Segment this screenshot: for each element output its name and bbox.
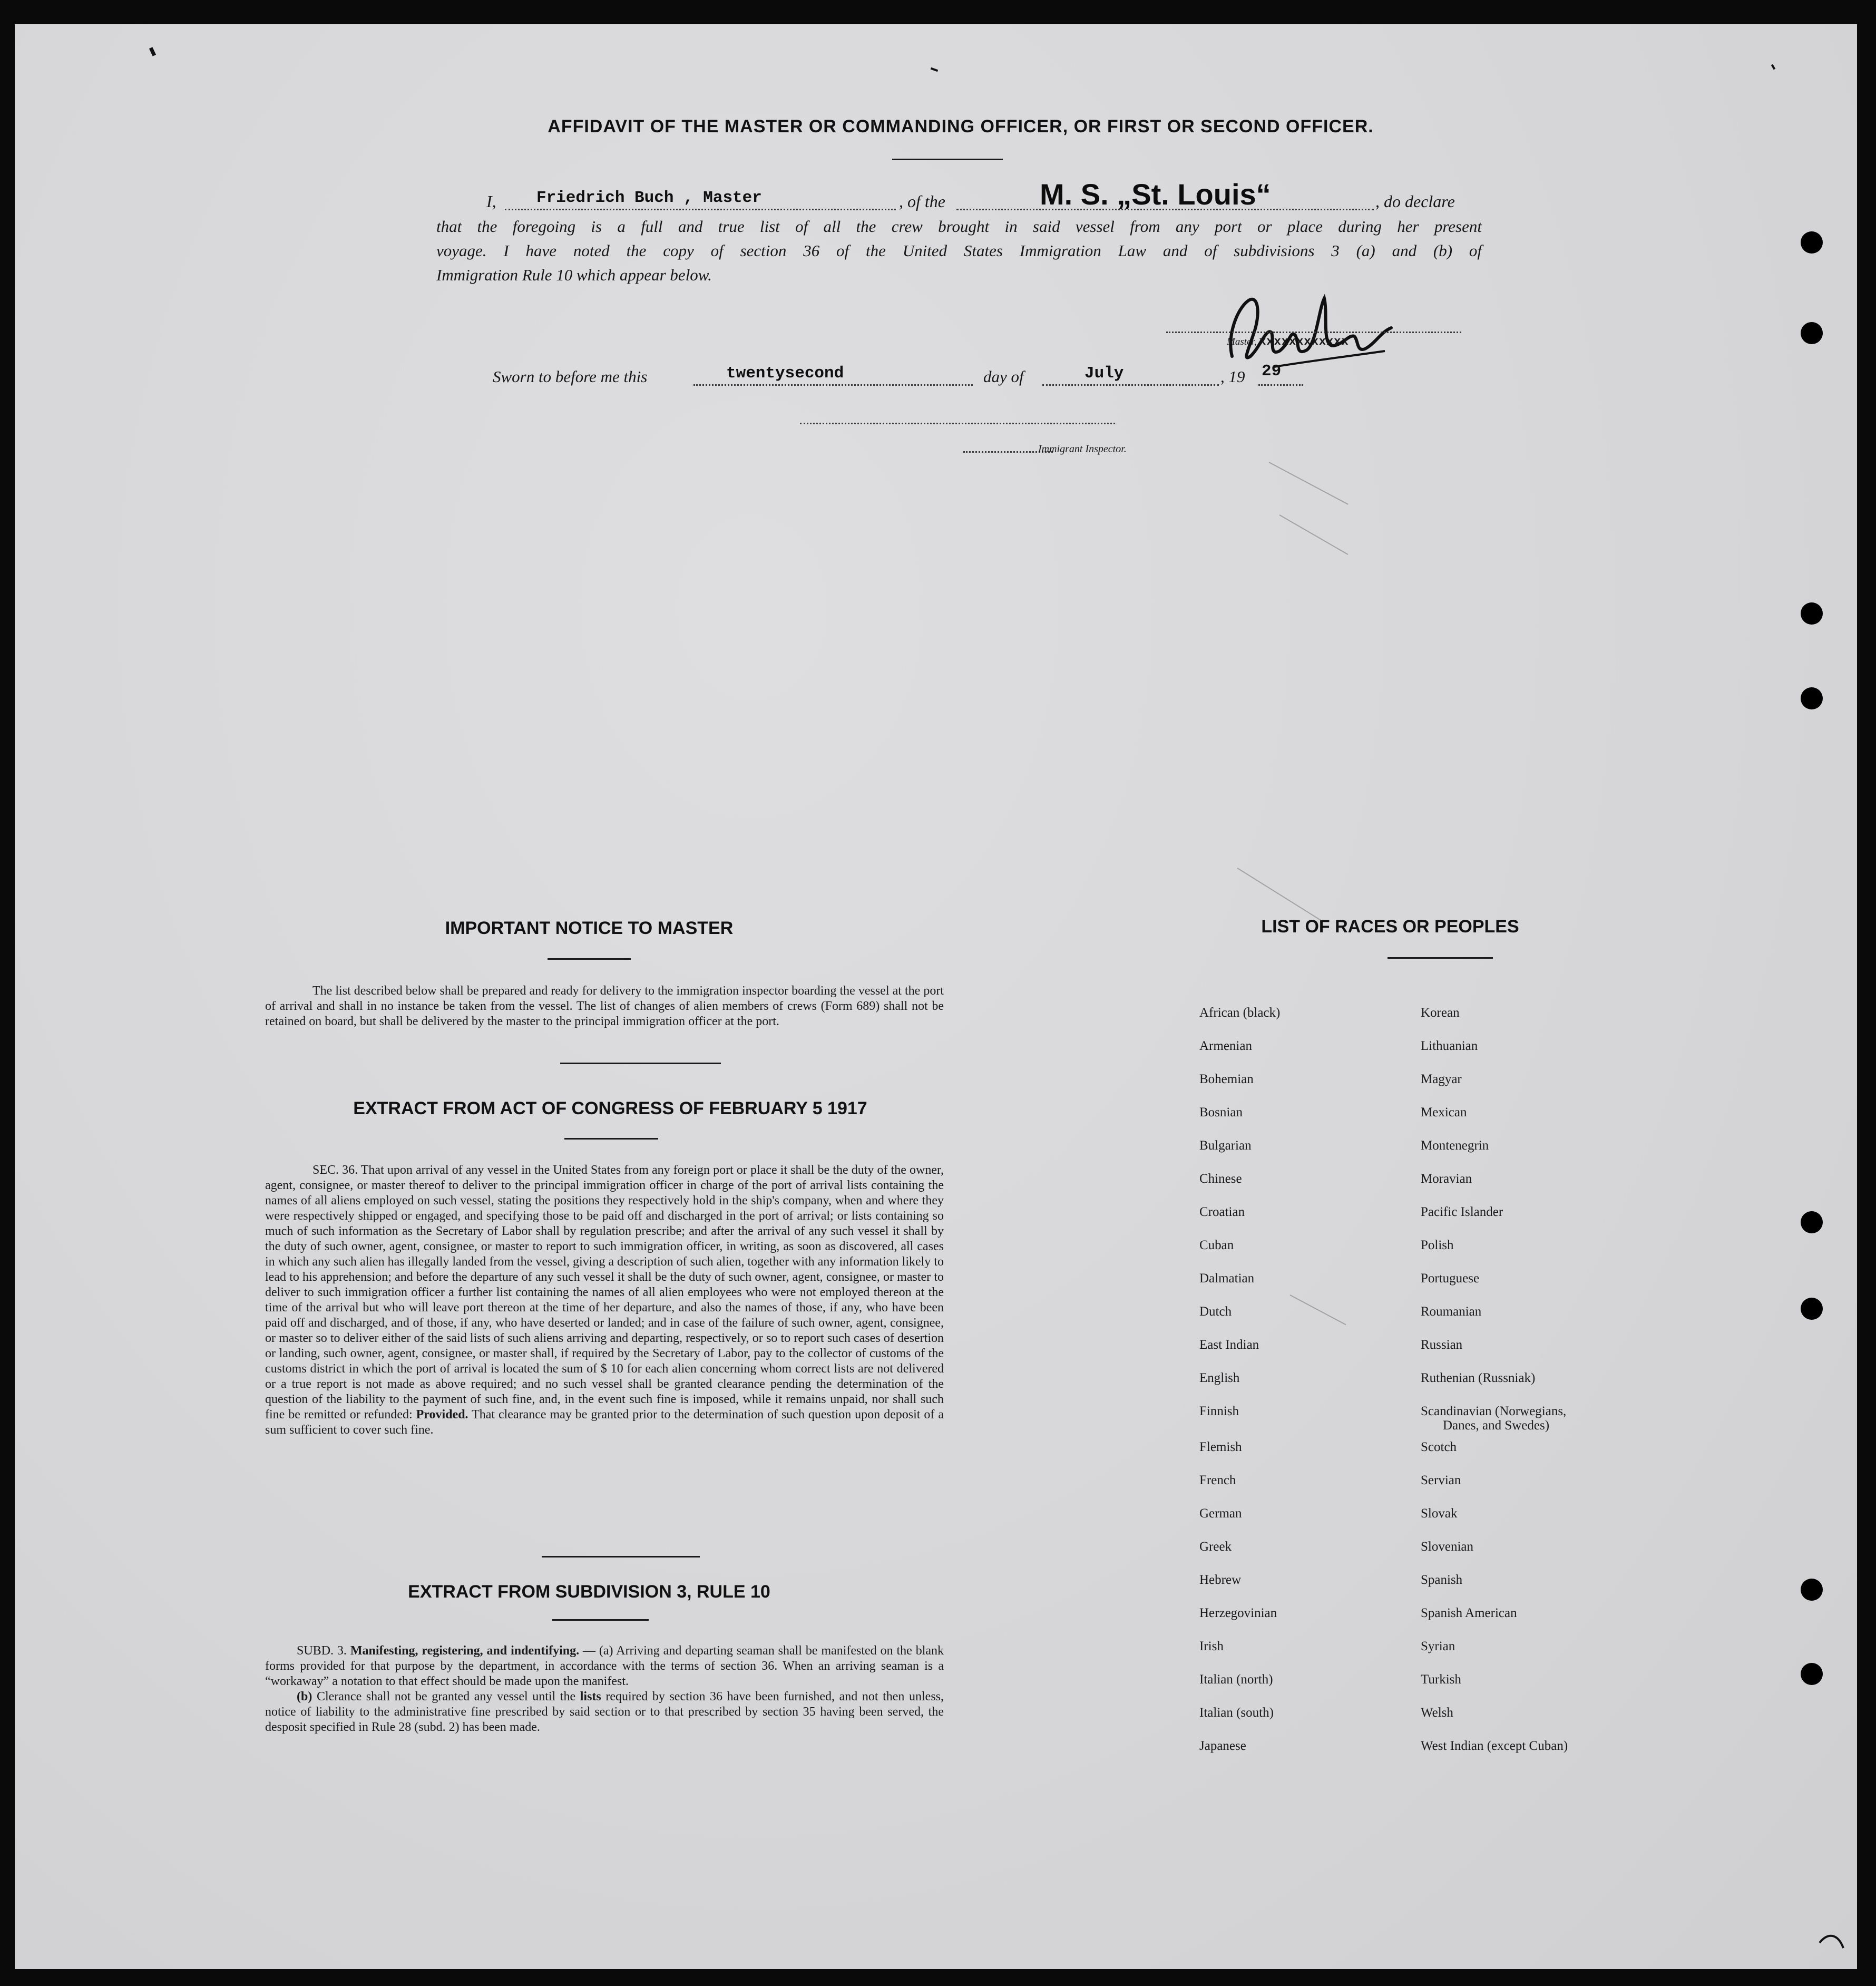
sworn-month-value: July: [1084, 364, 1124, 383]
race-item: Moravian: [1421, 1172, 1472, 1186]
master-caption-text: Master,: [1227, 336, 1257, 347]
notice-title: IMPORTANT NOTICE TO MASTER: [445, 918, 734, 938]
subd-b-lead: (b): [297, 1690, 312, 1703]
race-item: African (black): [1199, 1006, 1281, 1020]
race-item: Croatian: [1199, 1205, 1245, 1219]
race-item: Spanish: [1421, 1573, 1463, 1587]
year-field: [1258, 384, 1303, 386]
subd-b-text-2: required by section 36 have been furnished, and not then unless, notice of liability to the administrative fine prescribed by said section or to that prescribed by section 35 having been served, the desposit specified in Rule 28 (subd. 2) has been made.: [265, 1690, 944, 1734]
race-item: Greek: [1199, 1540, 1232, 1554]
scan-streak: [1237, 868, 1322, 921]
race-item: Portuguese: [1421, 1271, 1480, 1286]
race-item: German: [1199, 1506, 1242, 1521]
punch-hole: [1801, 1579, 1823, 1601]
race-item: Slovenian: [1421, 1540, 1473, 1554]
race-item: Mexican: [1421, 1105, 1467, 1119]
race-item: Magyar: [1421, 1072, 1462, 1086]
race-item: Danes, and Swedes): [1443, 1418, 1550, 1433]
extract-rule-p1: [265, 1643, 944, 1689]
speck-mark: [931, 67, 939, 72]
inspector-line-1: [800, 423, 1115, 424]
punch-hole: [1801, 1211, 1823, 1233]
affidavit-title: AFFIDAVIT OF THE MASTER OR COMMANDING OFFICER, OR FIRST OR SECOND OFFICER.: [548, 116, 1374, 137]
race-item: Herzegovinian: [1199, 1606, 1277, 1620]
punch-hole: [1801, 1663, 1823, 1685]
race-item: East Indian: [1199, 1338, 1259, 1352]
extract-rule-p2: [265, 1689, 944, 1735]
extract-rule-title: EXTRACT FROM SUBDIVISION 3, RULE 10: [408, 1582, 770, 1602]
vessel-name-stamp: M. S. „St. Louis“: [1040, 178, 1271, 211]
race-item: Bulgarian: [1199, 1138, 1252, 1153]
race-item: Cuban: [1199, 1238, 1234, 1252]
race-item: Ruthenian (Russniak): [1421, 1371, 1536, 1385]
notice-divider: [560, 1063, 721, 1064]
race-item: Pacific Islander: [1421, 1205, 1503, 1219]
race-item: Italian (north): [1199, 1672, 1273, 1687]
race-item: Hebrew: [1199, 1573, 1242, 1587]
day-of-label: day of: [983, 367, 1024, 386]
notice-text: [265, 984, 944, 1029]
race-item: Slovak: [1421, 1506, 1458, 1521]
do-declare-label: , do declare: [1375, 192, 1455, 211]
race-item: Italian (south): [1199, 1706, 1274, 1720]
extract-act-end: That clearance may be granted prior to the determination of such question upon deposit of a sum sufficient to cover such fine.: [265, 1408, 944, 1437]
year-prefix: , 19: [1220, 367, 1245, 386]
race-item: French: [1199, 1473, 1236, 1487]
master-name-field: [505, 209, 896, 210]
race-item: Finnish: [1199, 1404, 1239, 1418]
extract-act-paragraph: [265, 1163, 944, 1438]
race-item: Japanese: [1199, 1739, 1246, 1753]
subd-b-lists: lists: [580, 1690, 601, 1703]
subd-heading: Manifesting, registering, and indentifying.: [350, 1644, 580, 1658]
race-item: Korean: [1421, 1006, 1460, 1020]
race-item: Scotch: [1421, 1440, 1457, 1454]
punch-hole: [1801, 231, 1823, 254]
race-item: Spanish American: [1421, 1606, 1517, 1620]
master-signature: [1211, 277, 1411, 377]
year-suffix: 29: [1262, 362, 1282, 381]
subd-a-text: — (a) Arriving and departing seaman shall be manifested on the blank forms provided for that purpose by the department, in accordance with the terms of section 36. When an arriving seaman is a “workaway” a notation to that effect should be made upon the manifest.: [265, 1644, 944, 1688]
race-item: Syrian: [1421, 1639, 1455, 1653]
race-item: Flemish: [1199, 1440, 1242, 1454]
affidavit-i-label: I,: [486, 192, 496, 211]
sworn-day-value: twentysecond: [726, 364, 844, 383]
subd-lead: SUBD. 3.: [297, 1644, 347, 1658]
master-name-value: Friedrich Buch , Master: [536, 189, 762, 207]
extract-act-title: EXTRACT FROM ACT OF CONGRESS OF FEBRUARY 5 1917: [353, 1098, 867, 1118]
subd-b-text-1: Clerance shall not be granted any vessel until the: [316, 1690, 576, 1703]
extract-rule-underline: [552, 1619, 649, 1621]
race-item: Russian: [1421, 1338, 1463, 1352]
punch-hole: [1801, 687, 1823, 709]
race-item: Roumanian: [1421, 1304, 1482, 1319]
race-item: Bosnian: [1199, 1105, 1243, 1119]
extract-act-text: [265, 1163, 944, 1438]
race-item: Dutch: [1199, 1304, 1232, 1319]
master-signature-line: [1166, 332, 1461, 333]
race-item: Chinese: [1199, 1172, 1242, 1186]
race-item: Servian: [1421, 1473, 1461, 1487]
speck-mark: [1771, 64, 1775, 70]
sworn-month-field: [1042, 384, 1219, 386]
punch-hole: [1801, 322, 1823, 344]
master-caption: [1227, 335, 1349, 348]
race-item: West Indian (except Cuban): [1421, 1739, 1568, 1753]
scan-streak: [1269, 462, 1349, 505]
extract-act-underline: [564, 1138, 658, 1140]
master-caption-struck: xxxxxxxxxxxx: [1259, 335, 1349, 348]
race-item: Dalmatian: [1199, 1271, 1255, 1286]
document-page: [15, 24, 1857, 1969]
affidavit-line-2: that the foregoing is a full and true list of all the crew brought in said vessel from any port or place during her present: [436, 217, 1482, 236]
extract-act-body: SEC. 36. That upon arrival of any vessel in the United States from any foreign port or place it shall be the duty of the owner, agent, consignee, or master thereof to deliver to the principal immigration officer in charge of the port of arrival lists containing the names of all aliens employed on such vessel, stating the positions they respectively hold in the ship's company, when and where they were respectively shipped or engaged, and specifying those to be paid off and discharged in the port of arrival; or lists containing so much of such information as the Secretary of Labor shall by regulation prescribe; and after the arrival of any such vessel it shall by the duty of such owner, agent, consignee, or master to report to such immigration officer, in writing, as soon as discovered, all cases in which any such alien has illegally landed from the vessel, giving a description of such alien, together with any information likely to lead to his apprehension; and before the departure of any such vessel it shall be the duty of such owner, agent, consignee, or master to deliver to such immigration officer a further list containing the names of all alien employees who were not employed thereon at the time of the arrival but who will leave port thereon at the time of her departure, and also the names of those, if any, who have been paid off and discharged, and of those, if any, who have deserted or landed; and in case of the failure of such owner, agent, consignee, or master so to deliver either of the said lists of such aliens arriving and departing, respectively, or so to report such cases of desertion or landing, such owner, agent, consignee, or master shall, if required by the Secretary of Labor, pay to the collector of customs of the customs district in which the port of arrival is located the sum of $ 10 for each alien concerning whom correct lists are not delivered or a true report is not made as above required; and no such vessel shall be granted clearance pending the determination of the question of the liability to the payment of such fine, and, in the event such fine is imposed, while it remains unpaid, nor shall such fine be remitted or refunded:: [265, 1163, 944, 1422]
race-item: English: [1199, 1371, 1240, 1385]
race-item: Turkish: [1421, 1672, 1461, 1687]
scan-streak: [1290, 1294, 1346, 1325]
race-item: Polish: [1421, 1238, 1454, 1252]
affidavit-line-3: voyage. I have noted the copy of section 36 of the United States Immigration Law and of subdivisions 3 (a) and (b) of: [436, 241, 1482, 260]
sworn-day-field: [693, 384, 973, 386]
extract-act-divider: [542, 1556, 700, 1557]
sworn-label: Sworn to before me this: [493, 367, 648, 386]
scan-streak: [1279, 514, 1349, 555]
race-item: Irish: [1199, 1639, 1224, 1653]
speck-mark: [149, 47, 156, 56]
race-item: Bohemian: [1199, 1072, 1254, 1086]
corner-curl: [1817, 1927, 1849, 1959]
of-the-label: , of the: [899, 192, 945, 211]
punch-hole: [1801, 602, 1823, 625]
race-item: Welsh: [1421, 1706, 1453, 1720]
punch-hole: [1801, 1298, 1823, 1320]
notice-title-underline: [548, 958, 631, 960]
races-title: LIST OF RACES OR PEOPLES: [1261, 917, 1519, 937]
inspector-label: Immigrant Inspector.: [1038, 443, 1127, 455]
affidavit-line-4: Immigration Rule 10 which appear below.: [436, 266, 712, 284]
race-item: Montenegrin: [1421, 1138, 1489, 1153]
title-underline: [892, 159, 1003, 160]
races-title-underline: [1388, 957, 1493, 959]
race-item: Lithuanian: [1421, 1039, 1478, 1053]
race-item: Armenian: [1199, 1039, 1252, 1053]
extract-rule-text: [265, 1643, 944, 1735]
provided-label: Provided.: [416, 1408, 468, 1422]
race-item: Scandinavian (Norwegians,: [1421, 1404, 1567, 1418]
notice-paragraph: The list described below shall be prepared and ready for delivery to the immigration inspector boarding the vessel at the port of arrival and shall in no instance be taken from the vessel. The list of changes of alien members of crews (Form 689) shall not be retained on board, but shall be delivered by the master to the principal immigration officer at the port.: [265, 984, 944, 1028]
